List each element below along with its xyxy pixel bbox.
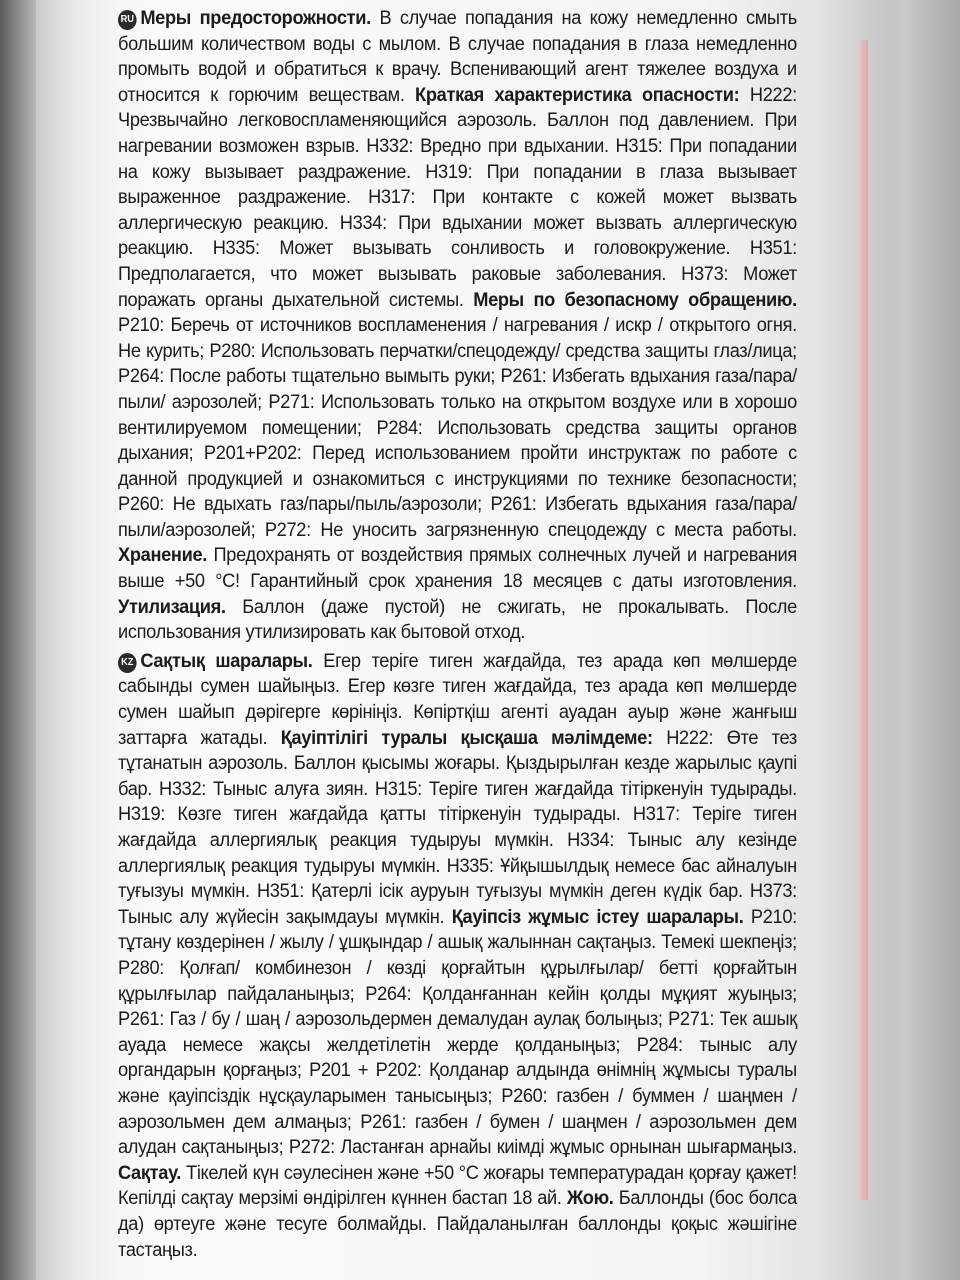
kz-hazard-text: H222: Өте тез тұтанатын аэрозоль. Баллон қысымы жоғары. Қыздырылған кезде жарылыс қаупі бар. H332: Тыныс алуға зиян. H315: Теріге тиген жағдайда тітіркенуін тудырады. H319: Көзге тиген жағдайда қатты тітіркенуін тудырады. H317: Теріге тиген жағдайда аллергиялық реакция тудыруы мүмкін. H334: Тыныс алу кезінде аллергиялық реакция тудыруы мүмкін. H335: Ұйқышылдық немесе бас айналуын туғызуы мүмкін. H351: Қатерлі ісік ауруын туғызуы мүмкін деген күдік бар. H373: Тыныс алу жүйесін зақымдауы мүмкін.	[118, 726, 797, 928]
kz-storage-heading: Сақтау.	[118, 1161, 182, 1184]
ru-handling-heading: Меры по безопасному обращению.	[473, 288, 797, 311]
kz-storage-text: Тікелей күн сәулесінен және +50 °С жоғары температурадан қорғау қажет! Кепілді сақтау мерзімі өндірілген күннен бастап 18 ай.	[118, 1161, 797, 1210]
ru-precautions-heading: Меры предосторожности.	[140, 7, 371, 29]
kz-handling-heading: Қауіпсіз жұмыс істеу шаралары.	[451, 905, 744, 928]
ru-hazard-text: H222: Чрезвычайно легковоспламеняющийся аэрозоль. Баллон под давлением. При нагревании возможен взрыв. H332: Вредно при вдыхании. H315: При попадании на кожу вызывает раздражение. H319: При попадании в глаза вызывает выраженное раздражение. H317: При контакте с кожей может вызвать аллергическую реакцию. H334: При вдыхании может вызвать аллергическую реакцию. H335: Может вызывать сонливость и головокружение. H351: Предполагается, что может вызывать раковые заболевания. H373: Может поражать органы дыхательной системы.	[118, 83, 797, 311]
ru-hazard-heading: Краткая характеристика опасности:	[415, 83, 740, 106]
kz-precautions-text: Егер теріге тиген жағдайда, тез арада көп мөлшерде сабынды сумен шайыңыз. Егер көзге тиген жағдайда, тез арада көп мөлшерде сумен шайып дәрігерге көрініңіз. Көпіртқіш агенті ауадан ауыр және жанғыш заттарға жатады.	[118, 649, 797, 749]
kz-language-badge: KZ	[118, 653, 137, 673]
ru-paragraph	[118, 6, 797, 646]
kz-disposal-heading: Жою.	[566, 1187, 614, 1210]
ru-storage-text: Предохранять от воздействия прямых солнечных лучей и нагревания выше +50 °С! Гарантийный срок хранения 18 месяцев с даты изготовления.	[118, 544, 797, 593]
kz-handling-text: P210: тұтану көздерінен / жылу / ұшқындар / ашық жалыннан сақтаңыз. Темекі шекпеңіз; P280: Қолғап/ комбинезон / көзді қорғайтын құрылғылар/ бетті қорғайтын құрылғылар пайдаланыңыз; P264: Қолданғаннан кейін қолды мұқият жуыңыз; P261: Газ / бу / шаң / аэрозольдермен демалудан аулақ болыңыз; P271: Тек ашық ауада немесе жақсы желдетілетін жерде қолданыңыз; P284: тыныс алу органдарын қорғаңыз; P201 + P202: Қолданар алдында өнімнің жұмысы туралы және қауіпсіздік нұсқауларымен танысыңыз; P260: газбен / буммен / шаңмен / аэрозольмен дем алмаңыз; P261: газбен / бумен / шаңмен / аэрозольмен дем алудан сақтаныңыз; P272: Ластанған арнайы киімді жұмыс орнынан шығармаңыз.	[118, 905, 797, 1159]
kz-paragraph	[118, 649, 797, 1263]
kz-precautions-heading: Сақтық шаралары.	[140, 649, 313, 672]
ru-precautions-text: В случае попадания на кожу немедленно смыть большим количеством воды с мылом. В случае попадания в глаза немедленно промыть водой и обратиться к врачу. Вспенивающий агент тяжелее воздуха и относится к горючим веществам.	[118, 7, 797, 106]
can-red-stripe	[858, 40, 868, 1200]
ru-disposal-text: Баллон (даже пустой) не сжигать, не прокалывать. После использования утилизировать как бытовой отход.	[118, 595, 797, 644]
can-left-shadow	[0, 0, 36, 1280]
kz-disposal-text: Баллонды (бос болса да) өртеуге және тесуге болмайды. Пайдаланылған баллонды қоқыс жәшігіне тастаңыз.	[118, 1187, 797, 1261]
ru-language-badge: RU	[118, 10, 137, 30]
can-right-shadow	[868, 0, 960, 1280]
safety-label-text	[118, 6, 797, 1266]
ru-storage-heading: Хранение.	[118, 544, 208, 567]
kz-hazard-heading: Қауіптілігі туралы қысқаша мәлімдеме:	[280, 726, 653, 749]
ru-handling-text: P210: Беречь от источников воспламенения / нагревания / искр / открытого огня. Не курить; P280: Использовать перчатки/спецодежду/ средства защиты глаз/лица; P264: После работы тщательно вымыть руки; P261: Избегать вдыхания газа/пара/пыли/ аэрозолей; P271: Использовать только на открытом воздухе или в хорошо вентилируемом помещении; P284: Использовать средства защиты органов дыхания; P201+P202: Перед использованием пройти инструктаж по работе с данной продукцией и ознакомиться с инструкциями по технике безопасности; P260: Не вдыхать газ/пары/пыль/аэрозоли; P261: Избегать вдыхания газа/пара/пыли/аэрозолей; P272: Не уносить загрязненную спецодежду с места работы.	[118, 314, 797, 541]
ru-disposal-heading: Утилизация.	[118, 595, 226, 618]
